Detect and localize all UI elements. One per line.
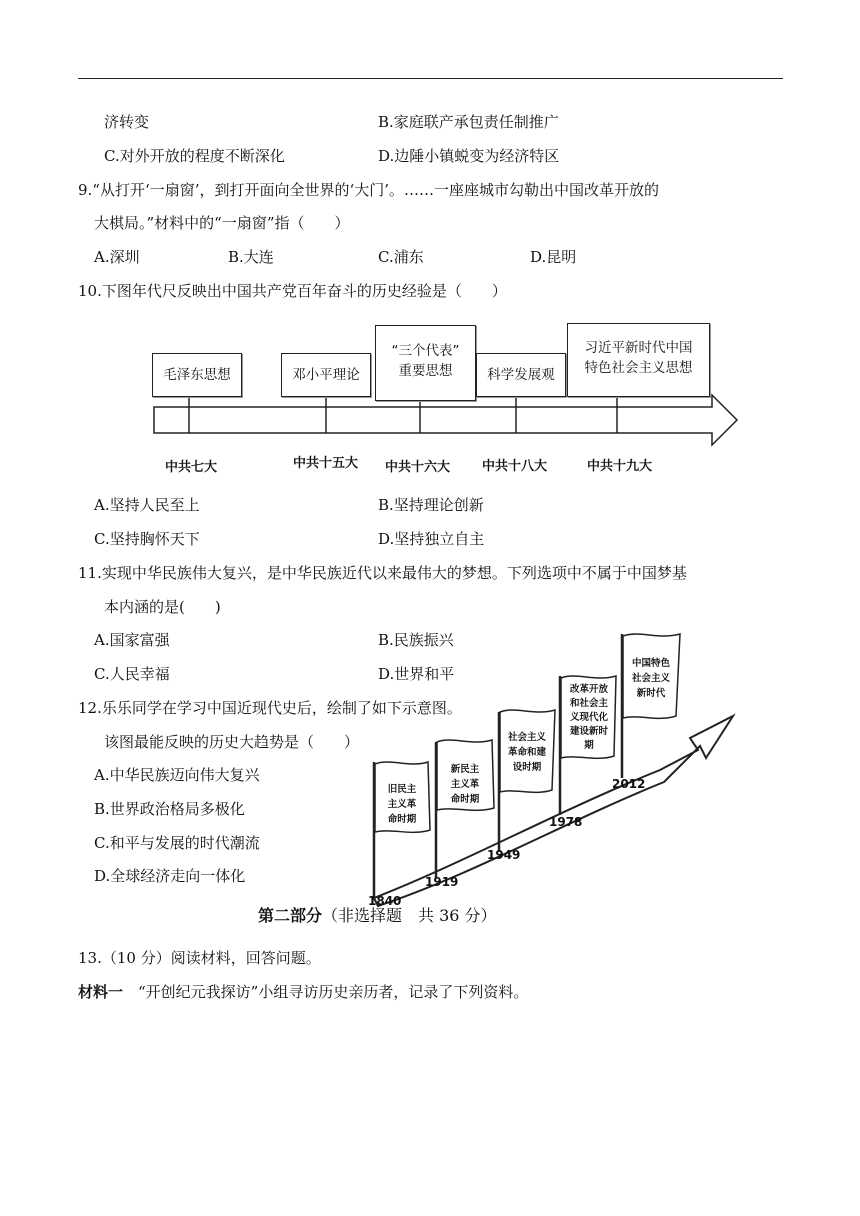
- flag-line: 建设新时: [569, 726, 608, 737]
- q11-option-a[interactable]: A.国家富强: [94, 631, 170, 649]
- q9-stem-line1: 9.“从打开‘一扇窗’，到打开面向全世界的‘大门’。……一座座城市勾勒出中国改革开放的: [78, 181, 660, 199]
- year-2012: 2012: [612, 777, 646, 791]
- q10-option-d[interactable]: D.坚持独立自主: [378, 530, 485, 548]
- part2-subtitle: （非选择题 共 36 分）: [322, 906, 497, 925]
- timeline-box-label: 特色社会主义思想: [584, 360, 693, 376]
- q11-stem-line2: 本内涵的是( ): [104, 598, 221, 616]
- flag-text-new-era: [625, 656, 677, 701]
- q11-option-c[interactable]: C.人民幸福: [94, 665, 170, 683]
- timeline-box-label: 习近平新时代中国: [584, 340, 693, 356]
- flag-line: 社会主义: [631, 673, 670, 684]
- flag-line: 改革开放: [569, 684, 608, 695]
- timeline-label-18th: 中共十八大: [482, 459, 548, 474]
- q9-option-a[interactable]: A.深圳: [94, 248, 140, 266]
- q11-option-d[interactable]: D.世界和平: [378, 665, 455, 683]
- q8-option-d[interactable]: D.边陲小镇蜕变为经济特区: [378, 147, 560, 165]
- part2-heading: [258, 906, 497, 926]
- timeline-box-label: 邓小平理论: [292, 367, 360, 383]
- q11-stem-line1: 11.实现中华民族伟大复兴，是中华民族近代以来最伟大的梦想。下列选项中不属于中国梦基: [78, 564, 687, 582]
- flag-line: 中国特色: [631, 658, 670, 669]
- material-label: 材料一: [78, 983, 124, 1001]
- flag-line: 新民主: [450, 764, 480, 775]
- flag-line: 新时代: [636, 688, 666, 699]
- q13-material-one: [78, 982, 528, 1002]
- year-1978: 1978: [549, 815, 583, 829]
- timeline-box-label: 科学发展观: [487, 367, 555, 383]
- q12-option-b[interactable]: B.世界政治格局多极化: [94, 800, 245, 818]
- timeline-label-16th: 中共十六大: [385, 460, 451, 475]
- timeline-label-7th: 中共七大: [165, 460, 218, 475]
- flag-line: 和社会主: [569, 698, 608, 709]
- flag-line: 命时期: [387, 814, 417, 825]
- flag-line: 义现代化: [569, 712, 608, 723]
- year-1919: 1919: [425, 875, 459, 889]
- flag-text-socialist-revolution: [502, 730, 552, 775]
- flag-text-new-democratic: [440, 762, 490, 807]
- q9-stem-line2: 大棋局。”材料中的“一扇窗”指（ ）: [94, 214, 350, 232]
- timeline-box-label: 毛泽东思想: [163, 367, 231, 383]
- q12-option-d[interactable]: D.全球经济走向一体化: [94, 867, 246, 885]
- flag-text-reform-opening: [563, 683, 615, 753]
- year-1840: 1840: [368, 894, 402, 908]
- timeline-label-19th: 中共十九大: [587, 459, 653, 474]
- q10-option-c[interactable]: C.坚持胸怀天下: [94, 530, 200, 548]
- flag-text-old-democratic: [378, 782, 426, 827]
- q12-option-a[interactable]: A.中华民族迈向伟大复兴: [94, 766, 260, 784]
- material-text: “开创纪元我探访”小组寻访历史亲历者，记录了下列资料。: [123, 983, 529, 1001]
- flag-line: 命时期: [450, 794, 480, 805]
- q8-option-b[interactable]: B.家庭联产承包责任制推广: [378, 113, 559, 131]
- flag-line: 期: [584, 740, 594, 751]
- q12-stem-line2: 该图最能反映的历史大趋势是（ ）: [104, 733, 360, 751]
- q12-option-c[interactable]: C.和平与发展的时代潮流: [94, 834, 260, 852]
- q8-option-a-continued: 济转变: [104, 113, 150, 131]
- flag-line: 革命和建: [507, 747, 546, 758]
- flag-line: 主义革: [450, 779, 480, 790]
- q10-stem: 10.下图年代尺反映出中国共产党百年奋斗的历史经验是（ ）: [78, 282, 507, 300]
- q8-option-c[interactable]: C.对外开放的程度不断深化: [104, 147, 285, 165]
- q10-option-a[interactable]: A.坚持人民至上: [94, 496, 200, 514]
- timeline-label-15th: 中共十五大: [293, 456, 359, 471]
- q11-option-b[interactable]: B.民族振兴: [378, 631, 454, 649]
- timeline-box-label: “三个代表”: [391, 343, 460, 359]
- q12-stem-line1: 12.乐乐同学在学习中国近现代史后，绘制了如下示意图。: [78, 699, 462, 717]
- flag-line: 旧民主: [387, 784, 417, 795]
- q13-stem: 13.（10 分）阅读材料，回答问题。: [78, 949, 321, 967]
- timeline-box-label: 重要思想: [398, 363, 453, 379]
- year-1949: 1949: [487, 848, 521, 862]
- flag-line: 社会主义: [507, 732, 546, 743]
- q10-option-b[interactable]: B.坚持理论创新: [378, 496, 484, 514]
- q9-option-c[interactable]: C.浦东: [378, 248, 424, 266]
- part2-title: 第二部分: [258, 906, 323, 925]
- q9-option-b[interactable]: B.大连: [228, 248, 274, 266]
- q9-option-d[interactable]: D.昆明: [530, 248, 577, 266]
- flag-line: 主义革: [387, 799, 417, 810]
- flag-line: 设时期: [512, 762, 542, 773]
